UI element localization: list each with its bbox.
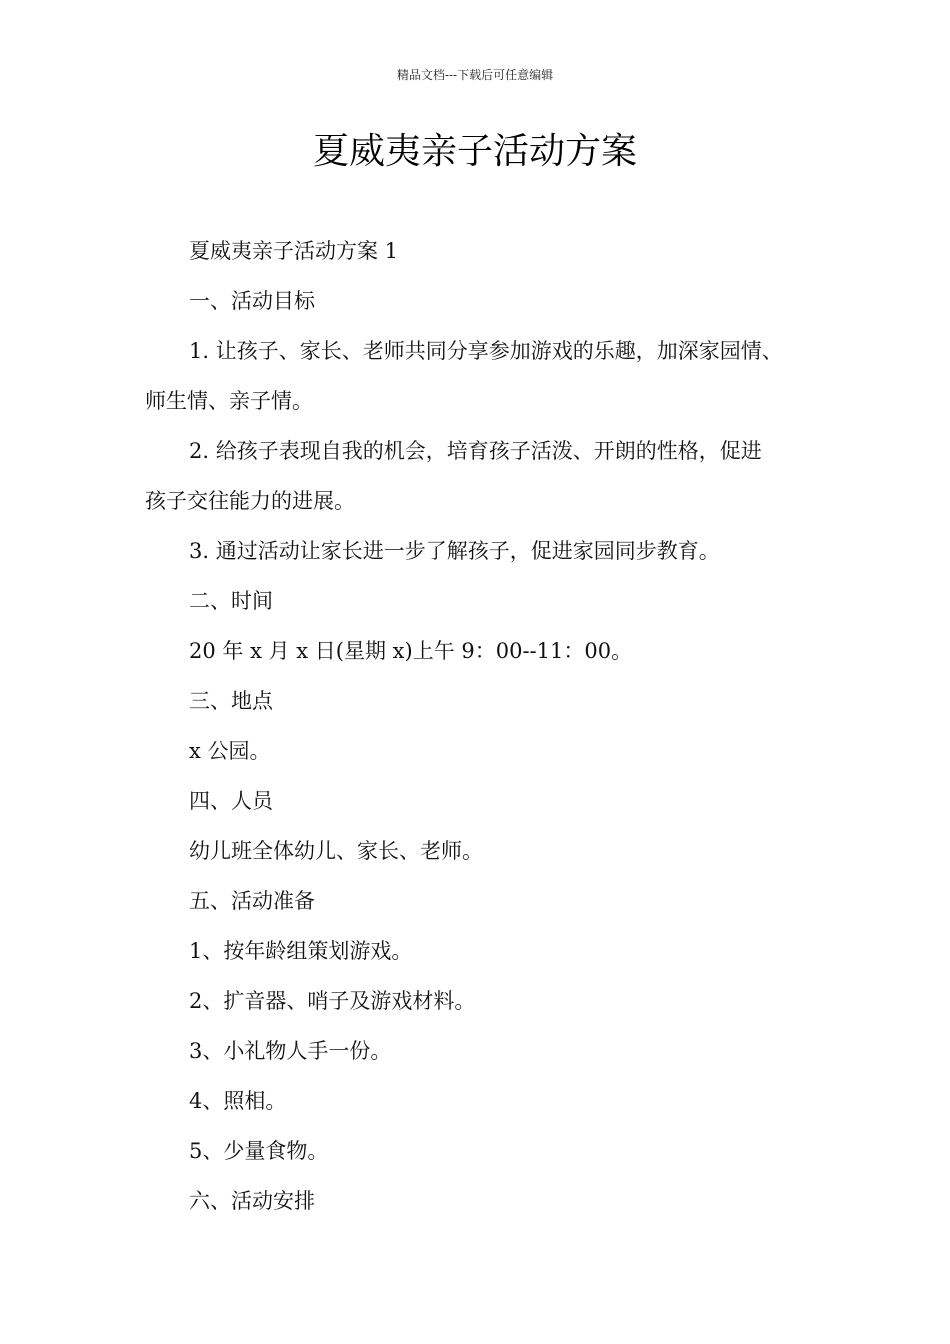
header-note: 精品文档---下载后可任意编辑: [396, 68, 554, 82]
paragraph-line: 2. 给孩子表现自我的机会，培育孩子活泼、开朗的性格，促进: [189, 439, 762, 463]
paragraph-line: 3. 通过活动让家长进一步了解孩子，促进家园同步教育。: [189, 539, 720, 563]
paragraph-line: 师生情、亲子情。: [145, 389, 313, 413]
paragraph-line: 幼儿班全体幼儿、家长、老师。: [189, 839, 483, 863]
paragraph-line: x 公园。: [189, 739, 271, 763]
document-title: 夏威夷亲子活动方案: [312, 131, 637, 172]
section-heading: 二、时间: [189, 589, 273, 613]
list-item: 1、按年龄组策划游戏。: [189, 939, 413, 963]
section-heading: 一、活动目标: [189, 289, 315, 313]
section-heading: 三、地点: [189, 689, 273, 713]
section-heading: 五、活动准备: [189, 889, 315, 913]
section-heading: 六、活动安排: [189, 1189, 315, 1213]
list-item: 4、照相。: [189, 1089, 287, 1113]
paragraph-line: 孩子交往能力的进展。: [145, 489, 355, 513]
paragraph-line: 20 年 x 月 x 日(星期 x)上午 9：00--11：00。: [189, 639, 633, 663]
section-heading: 四、人员: [189, 789, 273, 813]
list-item: 2、扩音器、哨子及游戏材料。: [189, 989, 476, 1013]
section-heading: 夏威夷亲子活动方案 1: [189, 239, 399, 263]
list-item: 5、少量食物。: [189, 1139, 329, 1163]
list-item: 3、小礼物人手一份。: [189, 1039, 392, 1063]
document-body: [145, 226, 835, 1226]
paragraph-line: 1. 让孩子、家长、老师共同分享参加游戏的乐趣，加深家园情、: [189, 339, 783, 363]
